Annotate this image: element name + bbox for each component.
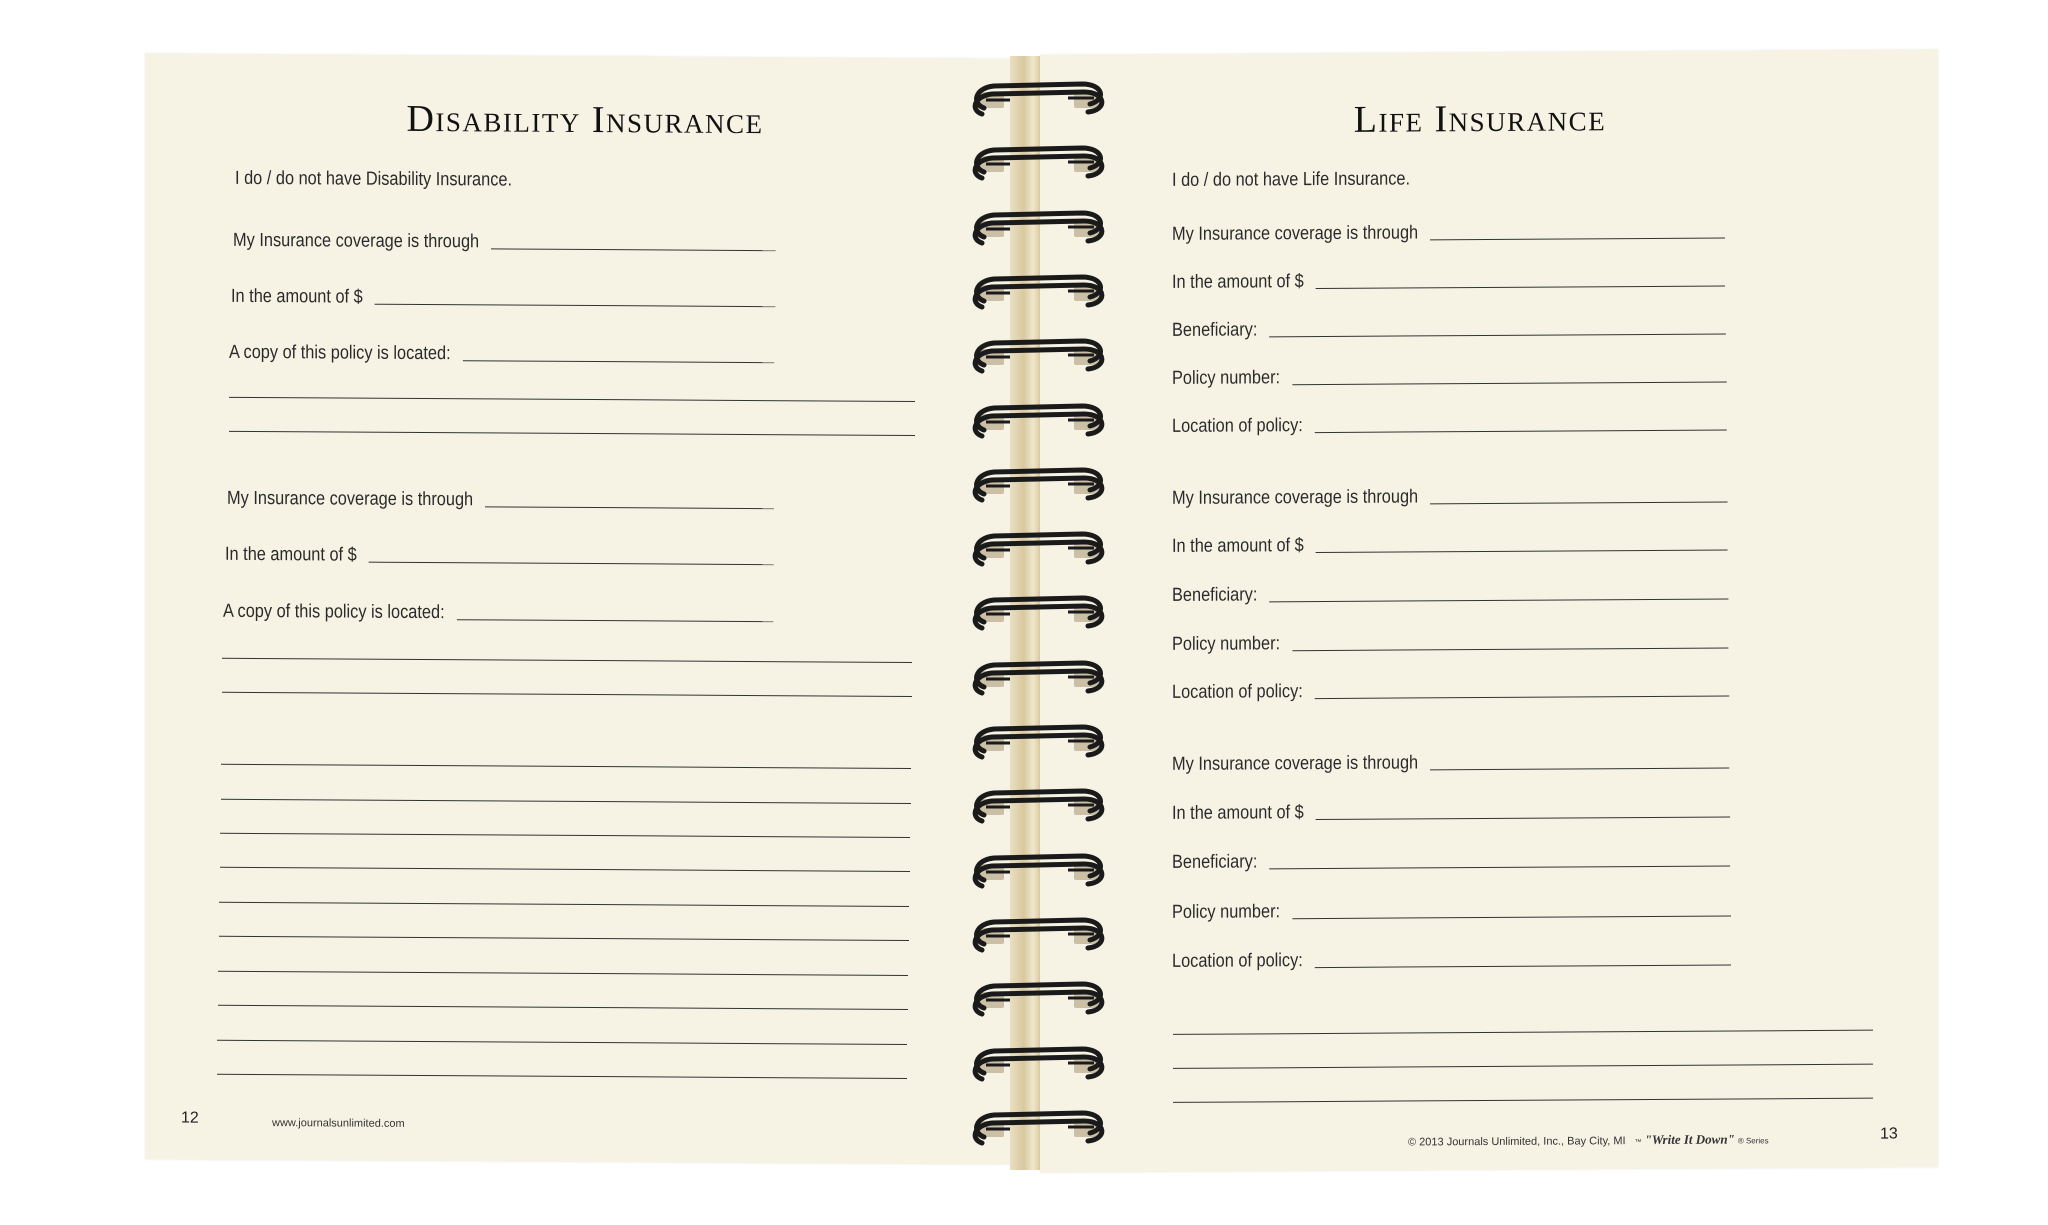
left-b1-blank-line[interactable] bbox=[229, 397, 915, 402]
right-b2-beneficiary-label: Beneficiary: bbox=[1172, 584, 1258, 606]
copyright-text: © 2013 Journals Unlimited, Inc., Bay City, MI bbox=[1408, 1135, 1626, 1149]
right-b1-beneficiary-row bbox=[1172, 317, 1726, 342]
right-b2-amount-field[interactable] bbox=[1316, 549, 1728, 554]
right-b2-policy-number-field[interactable] bbox=[1292, 647, 1728, 652]
right-page-number: 13 bbox=[1880, 1125, 1898, 1143]
right-b3-amount-label: In the amount of $ bbox=[1172, 802, 1304, 824]
right-b3-coverage-row bbox=[1172, 751, 1729, 776]
notes-line[interactable] bbox=[1173, 1064, 1873, 1069]
left-intro-row bbox=[235, 168, 837, 194]
right-b2-beneficiary-field[interactable] bbox=[1269, 598, 1728, 603]
right-b3-location-row bbox=[1172, 948, 1731, 973]
notes-line[interactable] bbox=[218, 971, 908, 976]
notes-line[interactable] bbox=[219, 902, 909, 907]
left-b1-copy-row bbox=[229, 342, 774, 367]
spiral-coil-icon bbox=[970, 914, 1108, 958]
series-suffix: ® Series bbox=[1737, 1136, 1769, 1146]
spiral-coil-icon bbox=[970, 207, 1108, 251]
spiral-coil-icon bbox=[970, 1043, 1108, 1087]
notes-line[interactable] bbox=[219, 936, 909, 941]
spiral-coil-icon bbox=[970, 850, 1108, 894]
spiral-coil-icon bbox=[970, 78, 1108, 122]
right-b1-coverage-row bbox=[1172, 221, 1725, 246]
right-b1-beneficiary-label: Beneficiary: bbox=[1172, 319, 1258, 341]
spiral-coil-icon bbox=[970, 978, 1108, 1022]
website-text: www.journalsunlimited.com bbox=[272, 1117, 405, 1130]
left-b2-amount-field[interactable] bbox=[369, 561, 774, 565]
right-b1-amount-row bbox=[1172, 269, 1725, 294]
notes-line[interactable] bbox=[220, 833, 910, 838]
left-b2-blank-line[interactable] bbox=[222, 692, 912, 697]
left-b2-amount-label: In the amount of $ bbox=[225, 543, 357, 566]
right-b3-beneficiary-label: Beneficiary: bbox=[1172, 851, 1258, 873]
right-b1-amount-label: In the amount of $ bbox=[1172, 271, 1304, 293]
right-b3-location-label: Location of policy: bbox=[1172, 950, 1303, 972]
spiral-coil-icon bbox=[970, 400, 1108, 444]
left-page bbox=[145, 53, 1025, 1164]
right-b1-policy-number-field[interactable] bbox=[1292, 381, 1727, 386]
right-b2-coverage-label: My Insurance coverage is through bbox=[1172, 486, 1419, 509]
spiral-coil-icon bbox=[970, 785, 1108, 829]
right-b2-policy-number-label: Policy number: bbox=[1172, 633, 1281, 655]
right-b2-policy-number-row bbox=[1172, 631, 1728, 656]
left-b2-copy-row bbox=[223, 601, 773, 626]
right-intro-row bbox=[1172, 166, 1774, 192]
right-b3-location-field[interactable] bbox=[1315, 964, 1731, 969]
left-b2-copy-label: A copy of this policy is located: bbox=[223, 600, 445, 624]
left-b1-amount-row bbox=[231, 286, 775, 311]
right-b3-beneficiary-field[interactable] bbox=[1269, 865, 1730, 870]
right-intro: I do / do not have Life Insurance. bbox=[1172, 168, 1411, 191]
left-b2-amount-row bbox=[225, 544, 774, 569]
spiral-coil-icon bbox=[970, 271, 1108, 315]
left-b1-copy-field[interactable] bbox=[463, 359, 775, 363]
right-b1-location-label: Location of policy: bbox=[1172, 415, 1303, 437]
right-b3-policy-number-field[interactable] bbox=[1292, 915, 1731, 920]
notes-line[interactable] bbox=[1173, 1098, 1873, 1103]
right-page bbox=[1040, 49, 1938, 1172]
notes-line[interactable] bbox=[217, 1074, 907, 1079]
right-b3-amount-row bbox=[1172, 800, 1730, 825]
left-intro: I do / do not have Disability Insurance. bbox=[235, 167, 513, 191]
left-b1-coverage-row bbox=[233, 230, 776, 255]
right-b2-amount-row bbox=[1172, 533, 1728, 558]
right-b3-amount-field[interactable] bbox=[1316, 816, 1730, 821]
right-b1-beneficiary-field[interactable] bbox=[1269, 333, 1725, 338]
right-b3-coverage-label: My Insurance coverage is through bbox=[1172, 752, 1419, 775]
left-b1-coverage-field[interactable] bbox=[491, 247, 775, 251]
notes-line[interactable] bbox=[221, 764, 911, 769]
spiral-coil-icon bbox=[970, 592, 1108, 636]
spiral-coil-icon bbox=[970, 657, 1108, 701]
left-b2-coverage-field[interactable] bbox=[485, 505, 774, 509]
left-b2-coverage-label: My Insurance coverage is through bbox=[227, 487, 474, 511]
right-page-title: Life Insurance bbox=[1353, 97, 1607, 141]
notes-line[interactable] bbox=[220, 867, 910, 872]
copyright-footer bbox=[1408, 1131, 1769, 1149]
left-page-title: Disability Insurance bbox=[406, 97, 764, 143]
right-b2-location-row bbox=[1172, 679, 1729, 704]
right-b1-location-field[interactable] bbox=[1315, 429, 1727, 434]
right-b1-policy-number-label: Policy number: bbox=[1172, 367, 1281, 389]
right-b2-amount-label: In the amount of $ bbox=[1172, 535, 1304, 557]
right-b2-coverage-row bbox=[1172, 485, 1728, 510]
left-b1-amount-label: In the amount of $ bbox=[231, 285, 363, 308]
right-b3-policy-number-row bbox=[1172, 899, 1731, 924]
left-b1-blank-line[interactable] bbox=[229, 431, 915, 436]
right-b2-location-label: Location of policy: bbox=[1172, 681, 1303, 703]
right-b1-location-row bbox=[1172, 413, 1727, 438]
spiral-coil-icon bbox=[970, 528, 1108, 572]
spiral-coil-icon bbox=[970, 142, 1108, 186]
notes-line[interactable] bbox=[218, 1005, 908, 1010]
left-b2-blank-line[interactable] bbox=[222, 658, 912, 663]
right-b3-coverage-field[interactable] bbox=[1430, 767, 1729, 771]
notes-line[interactable] bbox=[221, 799, 911, 804]
spiral-coil-icon bbox=[970, 464, 1108, 508]
left-b2-copy-field[interactable] bbox=[457, 618, 774, 622]
series-name: "Write It Down" bbox=[1644, 1131, 1735, 1148]
left-b1-amount-field[interactable] bbox=[375, 303, 776, 307]
right-b1-amount-field[interactable] bbox=[1316, 285, 1725, 289]
left-page-number: 12 bbox=[181, 1109, 199, 1127]
trademark-mark: ™ bbox=[1634, 1139, 1642, 1147]
notes-line[interactable] bbox=[1173, 1030, 1873, 1035]
right-b2-location-field[interactable] bbox=[1315, 695, 1729, 700]
left-b1-copy-label: A copy of this policy is located: bbox=[229, 341, 451, 365]
right-b3-policy-number-label: Policy number: bbox=[1172, 901, 1281, 923]
right-b2-coverage-field[interactable] bbox=[1430, 501, 1727, 505]
spiral-coil-icon bbox=[970, 721, 1108, 765]
right-b1-coverage-label: My Insurance coverage is through bbox=[1172, 222, 1419, 245]
left-b1-coverage-label: My Insurance coverage is through bbox=[233, 229, 480, 253]
right-b2-beneficiary-row bbox=[1172, 582, 1728, 607]
spiral-coil-icon bbox=[970, 1107, 1108, 1151]
right-b3-beneficiary-row bbox=[1172, 849, 1730, 874]
right-b1-policy-number-row bbox=[1172, 365, 1727, 390]
left-b2-coverage-row bbox=[227, 488, 774, 513]
spiral-coil-icon bbox=[970, 335, 1108, 379]
right-b1-coverage-field[interactable] bbox=[1430, 237, 1725, 241]
notes-line[interactable] bbox=[217, 1040, 907, 1045]
